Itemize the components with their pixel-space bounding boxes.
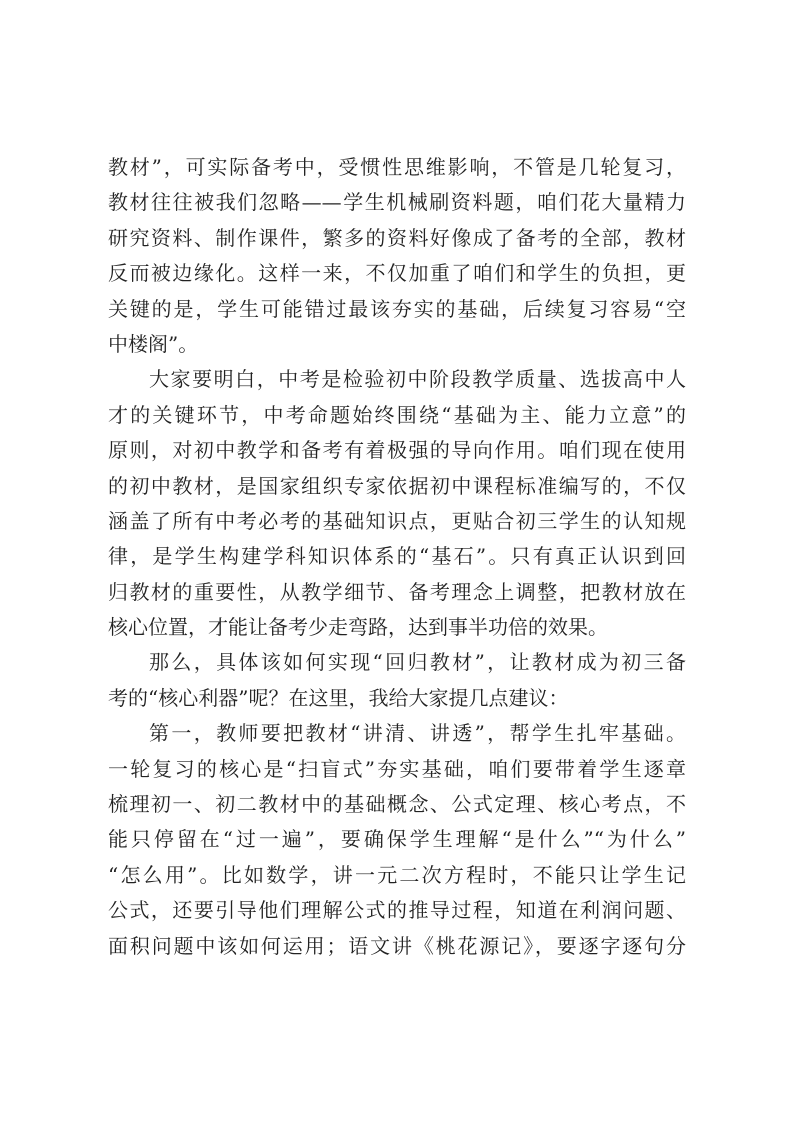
text-line: 梳理初一、初二教材中的基础概念、公式定理、核心考点，不 — [108, 792, 686, 817]
text-line: 中楼阁”。 — [108, 331, 199, 356]
text-line: 大家要明白，中考是检验初中阶段教学质量、选拔高中人 — [149, 367, 686, 392]
text-line: 考的“核心利器”呢？在这里，我给大家提几点建议： — [108, 685, 569, 710]
text-line: 反而被边缘化。这样一来，不仅加重了咱们和学生的负担，更 — [108, 261, 686, 286]
text-line: 教材”，可实际备考中，受惯性思维影响，不管是几轮复习， — [108, 155, 686, 179]
text-line: 第一，教师要把教材“讲清、讲透”，帮学生扎牢基础。 — [149, 721, 686, 746]
paragraph-first-suggestion — [108, 716, 686, 964]
text-line: 涵盖了所有中考必考的基础知识点，更贴合初三学生的认知规 — [108, 508, 686, 533]
paragraph-exam-importance — [108, 362, 686, 645]
text-line: 公式，还要引导他们理解公式的推导过程，知道在利润问题、 — [108, 898, 686, 923]
paragraph-textbook-neglect — [108, 150, 686, 362]
text-line: 律，是学生构建学科知识体系的“基石”。只有真正认识到回 — [108, 544, 686, 569]
text-line: 面积问题中该如何运用；语文讲《桃花源记》，要逐字逐句分 — [108, 933, 686, 958]
body-text — [108, 150, 686, 964]
text-line: 那么，具体该如何实现“回归教材”，让教材成为初三备 — [149, 650, 686, 675]
paragraph-how-to-return — [108, 645, 686, 716]
text-line: 能只停留在“过一遍”，要确保学生理解“是什么”“为什么” — [108, 827, 686, 852]
text-line: 才的关键环节，中考命题始终围绕“基础为主、能力立意”的 — [108, 402, 686, 427]
text-line: 归教材的重要性，从教学细节、备考理念上调整，把教材放在 — [108, 579, 686, 604]
text-line: 一轮复习的核心是“扫盲式”夯实基础，咱们要带着学生逐章 — [108, 756, 686, 781]
text-line: 核心位置，才能让备考少走弯路，达到事半功倍的效果。 — [108, 615, 608, 640]
text-line: 研究资料、制作课件，繁多的资料好像成了备考的全部，教材 — [108, 225, 686, 250]
text-line: 关键的是，学生可能错过最该夯实的基础，后续复习容易“空 — [108, 296, 686, 321]
text-line: 原则，对初中教学和备考有着极强的导向作用。咱们现在使用 — [108, 438, 686, 463]
text-line: 教材往往被我们忽略——学生机械刷资料题，咱们花大量精力 — [108, 190, 686, 215]
text-line: “怎么用”。比如数学，讲一元二次方程时，不能只让学生记 — [108, 862, 686, 887]
text-line: 的初中教材，是国家组织专家依据初中课程标准编写的，不仅 — [108, 473, 686, 498]
